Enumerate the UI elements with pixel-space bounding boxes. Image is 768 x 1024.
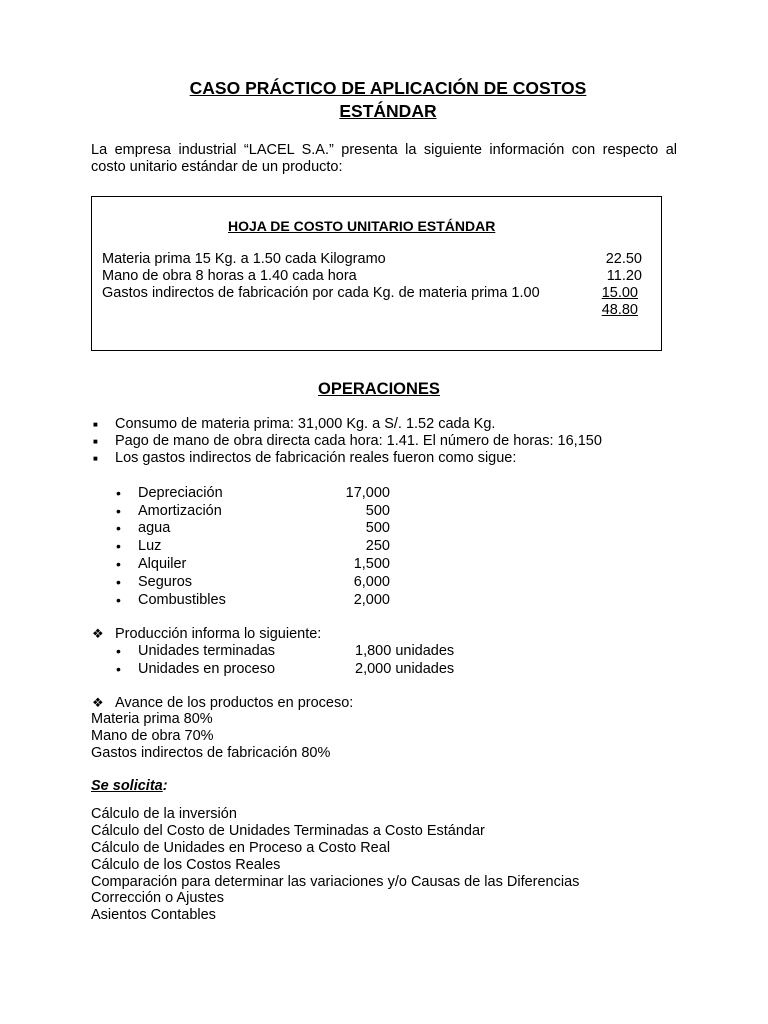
gasto-label: Luz: [138, 538, 162, 554]
produccion-value: 1,800 unidades: [355, 643, 455, 659]
gasto-label: Amortización: [138, 503, 222, 519]
operacion-item: Pago de mano de obra directa cada hora: 1.41. El número de horas: 16,150: [115, 433, 602, 449]
produccion-value: 2,000 unidades: [355, 661, 455, 677]
avance-header: Avance de los productos en proceso:: [115, 695, 354, 711]
hoja-row-value: 22.50: [605, 251, 642, 267]
gasto-label: Alquiler: [138, 556, 187, 572]
gasto-label: Combustibles: [138, 592, 226, 608]
solicita-item: Asientos Contables: [91, 907, 216, 923]
avance-line: Gastos indirectos de fabricación 80%: [91, 745, 331, 761]
gasto-value: 1,500: [353, 556, 390, 572]
gasto-value: 250: [365, 538, 390, 554]
square-bullet-icon: ■: [93, 437, 98, 446]
operacion-item: Consumo de materia prima: 31,000 Kg. a S/. 1.52 cada Kg.: [115, 416, 496, 432]
produccion-label: Unidades terminadas: [138, 643, 276, 659]
bullet-dot-icon: •: [116, 538, 121, 554]
bullet-dot-icon: •: [116, 485, 121, 501]
avance-line: Mano de obra 70%: [91, 728, 214, 744]
bullet-dot-icon: •: [116, 520, 121, 536]
diamond-bullet-icon: ❖: [92, 626, 104, 641]
gasto-value: 6,000: [353, 574, 390, 590]
produccion-header: Producción informa lo siguiente:: [115, 626, 322, 642]
square-bullet-icon: ■: [93, 454, 98, 463]
solicita-item: Cálculo de Unidades en Proceso a Costo Real: [91, 840, 391, 856]
hoja-costo-title: HOJA DE COSTO UNITARIO ESTÁNDAR: [228, 218, 496, 234]
bullet-dot-icon: •: [116, 503, 121, 519]
solicita-item: Cálculo de los Costos Reales: [91, 857, 281, 873]
hoja-total: 48.80: [601, 302, 638, 318]
bullet-dot-icon: •: [116, 592, 121, 608]
page-title-line1: CASO PRÁCTICO DE APLICACIÓN DE COSTOS: [189, 78, 587, 98]
solicita-colon: :: [162, 778, 168, 794]
diamond-bullet-icon: ❖: [92, 695, 104, 710]
bullet-dot-icon: •: [116, 556, 121, 572]
bullet-dot-icon: •: [116, 574, 121, 590]
solicita-item: Comparación para determinar las variaciones y/o Causas de las Diferencias: [91, 874, 580, 890]
operacion-item: Los gastos indirectos de fabricación reales fueron como sigue:: [115, 450, 517, 466]
avance-line: Materia prima 80%: [91, 711, 213, 727]
hoja-row-value: 15.00: [601, 285, 638, 301]
square-bullet-icon: ■: [93, 420, 98, 429]
intro-paragraph: La empresa industrial “LACEL S.A.” presenta la siguiente información con respecto al costo unitario estándar de un producto:: [91, 142, 677, 175]
solicita-label: Se solicita: [91, 778, 163, 794]
gasto-value: 2,000: [353, 592, 390, 608]
bullet-dot-icon: •: [116, 661, 121, 677]
gasto-label: Depreciación: [138, 485, 223, 501]
gasto-label: Seguros: [138, 574, 193, 590]
produccion-label: Unidades en proceso: [138, 661, 276, 677]
gasto-label: agua: [138, 520, 171, 536]
page-title-line2: ESTÁNDAR: [339, 101, 437, 121]
operaciones-title: OPERACIONES: [318, 380, 440, 398]
gasto-value: 500: [365, 520, 390, 536]
solicita-item: Corrección o Ajustes: [91, 890, 224, 906]
hoja-row-label: Gastos indirectos de fabricación por cada Kg. de materia prima 1.00: [102, 285, 540, 301]
hoja-row-label: Materia prima 15 Kg. a 1.50 cada Kilogramo: [102, 251, 386, 267]
solicita-item: Cálculo de la inversión: [91, 806, 237, 822]
solicita-item: Cálculo del Costo de Unidades Terminadas a Costo Estándar: [91, 823, 485, 839]
hoja-row-label: Mano de obra 8 horas a 1.40 cada hora: [102, 268, 357, 284]
gasto-value: 17,000: [345, 485, 390, 501]
solicita-heading: [91, 778, 168, 794]
bullet-dot-icon: •: [116, 643, 121, 659]
gasto-value: 500: [365, 503, 390, 519]
hoja-row-value: 11.20: [606, 268, 642, 284]
